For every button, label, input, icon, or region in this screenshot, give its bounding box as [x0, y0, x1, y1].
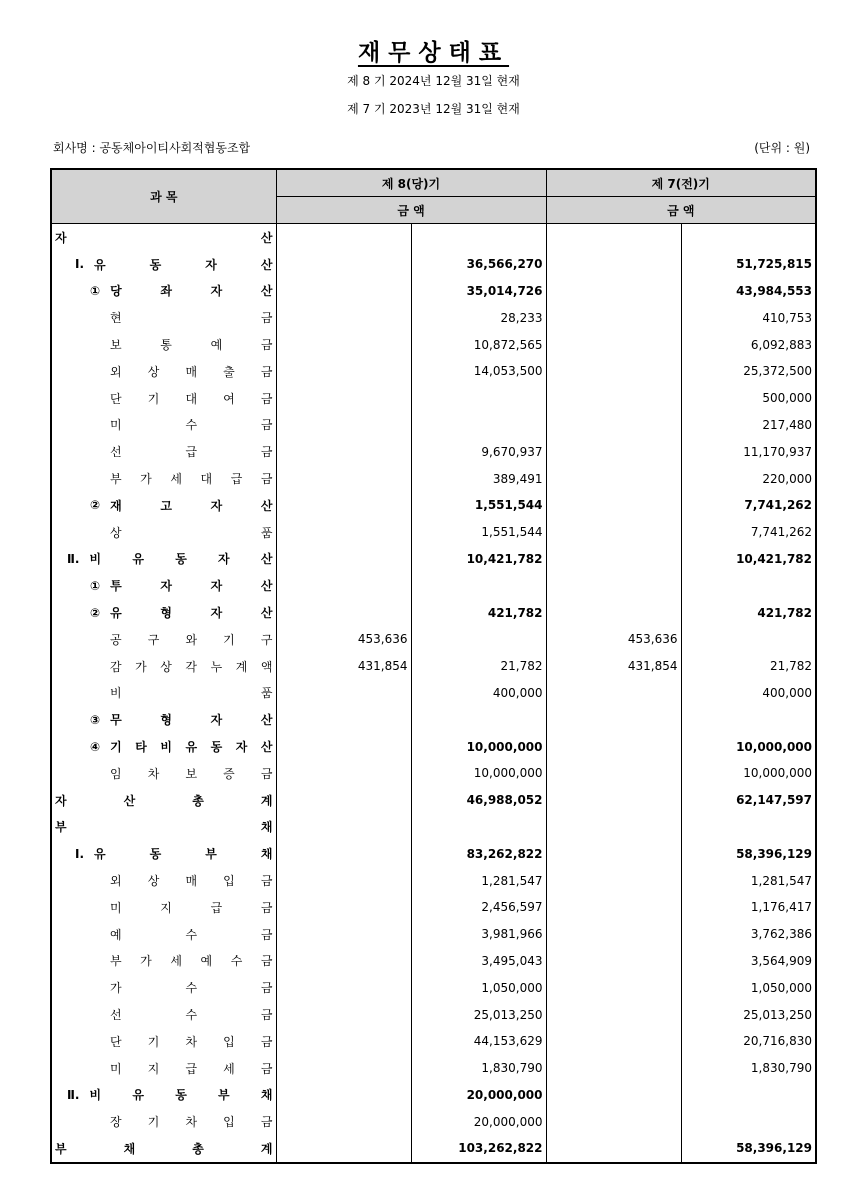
amount-cell-p1 — [546, 814, 681, 841]
amount-cell-p1 — [546, 680, 681, 707]
amount-cell-c1 — [276, 599, 411, 626]
amount-cell-c2: 3,981,966 — [411, 921, 546, 948]
amount-cell-p2: 1,176,417 — [681, 894, 816, 921]
amount-cell-p1 — [546, 438, 681, 465]
amount-cell-c2: 10,421,782 — [411, 546, 546, 573]
amount-cell-c1 — [276, 733, 411, 760]
table-row — [51, 680, 816, 707]
account-cell — [51, 974, 276, 1001]
amount-cell-c2: 46,988,052 — [411, 787, 546, 814]
account-cell — [51, 492, 276, 519]
table-row — [51, 412, 816, 439]
account-prefix: ① — [90, 283, 101, 298]
account-cell — [51, 465, 276, 492]
header-amount-prior: 금 액 — [546, 197, 816, 224]
table-row — [51, 840, 816, 867]
table-row — [51, 706, 816, 733]
account-label: 공 구 와 기 구 — [110, 632, 273, 647]
table-row — [51, 599, 816, 626]
account-cell — [51, 599, 276, 626]
amount-cell-p2: 6,092,883 — [681, 331, 816, 358]
amount-cell-p2: 51,725,815 — [681, 251, 816, 278]
table-row — [51, 814, 816, 841]
amount-cell-p1 — [546, 894, 681, 921]
amount-cell-p2: 25,013,250 — [681, 1001, 816, 1028]
table-row — [51, 894, 816, 921]
table-row — [51, 733, 816, 760]
amount-cell-c2 — [411, 412, 546, 439]
table-row — [51, 465, 816, 492]
account-cell — [51, 1082, 276, 1109]
amount-cell-p1 — [546, 546, 681, 573]
table-row — [51, 438, 816, 465]
amount-cell-p2: 7,741,262 — [681, 519, 816, 546]
amount-cell-c1 — [276, 412, 411, 439]
amount-cell-p2 — [681, 814, 816, 841]
amount-cell-c1 — [276, 358, 411, 385]
amount-cell-c1 — [276, 465, 411, 492]
header-current-period: 제 8(당)기 — [276, 169, 546, 197]
account-label: 선 수 금 — [110, 1008, 273, 1022]
table-row — [51, 948, 816, 975]
table-row — [51, 921, 816, 948]
amount-cell-p2: 62,147,597 — [681, 787, 816, 814]
amount-cell-p2: 1,050,000 — [681, 974, 816, 1001]
table-row — [51, 974, 816, 1001]
account-cell — [51, 653, 276, 680]
amount-cell-c1 — [276, 948, 411, 975]
amount-cell-c1 — [276, 840, 411, 867]
amount-cell-c1 — [276, 1082, 411, 1109]
amount-cell-c2: 10,000,000 — [411, 760, 546, 787]
account-label: 부 채 총 계 — [55, 1141, 273, 1156]
table-row — [51, 492, 816, 519]
account-label: 유 동 자 산 — [94, 257, 273, 272]
amount-cell-c2: 1,830,790 — [411, 1055, 546, 1082]
table-row — [51, 546, 816, 573]
amount-cell-p1 — [546, 1082, 681, 1109]
amount-cell-p1 — [546, 974, 681, 1001]
period-prior: 제 7 기 2023년 12월 31일 현재 — [347, 102, 520, 116]
account-cell — [51, 626, 276, 653]
table-row — [51, 331, 816, 358]
amount-cell-p1 — [546, 358, 681, 385]
amount-cell-p1: 431,854 — [546, 653, 681, 680]
amount-cell-p2 — [681, 572, 816, 599]
amount-cell-p1 — [546, 840, 681, 867]
amount-cell-c2: 20,000,000 — [411, 1082, 546, 1109]
company-name: 회사명 : 공동체아이티사회적협동조합 — [53, 141, 251, 155]
amount-cell-p2 — [681, 1082, 816, 1109]
header-account: 과 목 — [51, 169, 276, 224]
amount-cell-c2: 9,670,937 — [411, 438, 546, 465]
amount-cell-c2: 36,566,270 — [411, 251, 546, 278]
amount-cell-c1 — [276, 760, 411, 787]
amount-cell-p2: 421,782 — [681, 599, 816, 626]
amount-cell-p2: 43,984,553 — [681, 278, 816, 305]
amount-cell-c1 — [276, 706, 411, 733]
account-cell — [51, 706, 276, 733]
period-current: 제 8 기 2024년 12월 31일 현재 — [347, 74, 520, 88]
amount-cell-c2 — [411, 385, 546, 412]
account-cell — [51, 412, 276, 439]
account-label: 보 통 예 금 — [110, 338, 273, 353]
amount-cell-c1 — [276, 492, 411, 519]
amount-cell-p1 — [546, 278, 681, 305]
account-label: 유 형 자 산 — [110, 606, 273, 621]
amount-cell-c2 — [411, 224, 546, 251]
amount-cell-c2: 1,551,544 — [411, 492, 546, 519]
table-row — [51, 1001, 816, 1028]
account-prefix: ④ — [90, 739, 101, 754]
amount-cell-p2 — [681, 626, 816, 653]
amount-cell-p1 — [546, 1028, 681, 1055]
account-label: 기 타 비 유 동 자 산 — [110, 740, 273, 755]
amount-cell-c1 — [276, 331, 411, 358]
table-row — [51, 867, 816, 894]
amount-cell-p2: 1,281,547 — [681, 867, 816, 894]
amount-cell-p2: 3,762,386 — [681, 921, 816, 948]
account-cell — [51, 680, 276, 707]
table-row — [51, 1055, 816, 1082]
amount-cell-p1 — [546, 572, 681, 599]
account-label: 무 형 자 산 — [110, 713, 273, 728]
amount-cell-c2: 14,053,500 — [411, 358, 546, 385]
amount-cell-c1 — [276, 974, 411, 1001]
amount-cell-p1 — [546, 1001, 681, 1028]
amount-cell-p1 — [546, 706, 681, 733]
amount-cell-c1 — [276, 867, 411, 894]
amount-cell-p2: 1,830,790 — [681, 1055, 816, 1082]
table-row — [51, 626, 816, 653]
amount-cell-c1 — [276, 1028, 411, 1055]
account-cell — [51, 840, 276, 867]
amount-cell-c1 — [276, 1135, 411, 1163]
amount-cell-p1 — [546, 1055, 681, 1082]
account-label: 유 동 부 채 — [94, 847, 273, 862]
amount-cell-c1 — [276, 304, 411, 331]
account-prefix: Ⅱ. — [67, 551, 80, 566]
account-label: 감 가 상 각 누 계 액 — [110, 659, 273, 674]
account-cell — [51, 331, 276, 358]
account-label: 단 기 대 여 금 — [110, 391, 273, 406]
amount-cell-p2: 10,421,782 — [681, 546, 816, 573]
table-row — [51, 1028, 816, 1055]
amount-cell-p1 — [546, 1135, 681, 1163]
amount-cell-c1 — [276, 251, 411, 278]
account-cell — [51, 278, 276, 305]
amount-cell-c1 — [276, 385, 411, 412]
account-cell — [51, 814, 276, 841]
amount-cell-p2 — [681, 1108, 816, 1135]
account-label: 상 품 — [110, 525, 273, 540]
account-label: 자 산 — [55, 230, 273, 245]
amount-cell-p1 — [546, 304, 681, 331]
amount-cell-p2: 500,000 — [681, 385, 816, 412]
amount-cell-p1 — [546, 465, 681, 492]
table-body — [51, 224, 816, 1163]
amount-cell-c2: 25,013,250 — [411, 1001, 546, 1028]
amount-cell-c2 — [411, 572, 546, 599]
amount-cell-p1 — [546, 331, 681, 358]
amount-cell-c1 — [276, 894, 411, 921]
amount-cell-p1 — [546, 1108, 681, 1135]
account-label: 부 가 세 예 수 금 — [110, 954, 273, 969]
account-cell — [51, 519, 276, 546]
table-row — [51, 278, 816, 305]
amount-cell-p1 — [546, 599, 681, 626]
amount-cell-p1 — [546, 251, 681, 278]
table-row — [51, 358, 816, 385]
amount-cell-c2: 21,782 — [411, 653, 546, 680]
account-label: 미 지 급 금 — [110, 900, 273, 915]
amount-cell-p2: 10,000,000 — [681, 733, 816, 760]
amount-cell-p1 — [546, 519, 681, 546]
amount-cell-c1 — [276, 814, 411, 841]
account-cell — [51, 1108, 276, 1135]
account-cell — [51, 546, 276, 573]
table-row — [51, 572, 816, 599]
account-label: 비 유 동 부 채 — [89, 1088, 273, 1103]
account-cell — [51, 304, 276, 331]
account-label: 단 기 차 입 금 — [110, 1034, 273, 1049]
account-label: 가 수 금 — [110, 981, 273, 996]
amount-cell-c2: 1,281,547 — [411, 867, 546, 894]
account-cell — [51, 760, 276, 787]
amount-cell-p2: 20,716,830 — [681, 1028, 816, 1055]
account-label: 재 고 자 산 — [110, 498, 273, 513]
amount-cell-p1 — [546, 733, 681, 760]
amount-cell-p2: 58,396,129 — [681, 1135, 816, 1163]
amount-cell-p1: 453,636 — [546, 626, 681, 653]
account-cell — [51, 867, 276, 894]
table-row — [51, 1108, 816, 1135]
account-prefix: Ⅰ. — [75, 257, 85, 272]
amount-cell-p1 — [546, 948, 681, 975]
amount-cell-c1 — [276, 572, 411, 599]
amount-cell-c2: 2,456,597 — [411, 894, 546, 921]
amount-cell-c2: 10,000,000 — [411, 733, 546, 760]
amount-cell-p2: 410,753 — [681, 304, 816, 331]
account-cell — [51, 948, 276, 975]
amount-cell-p1 — [546, 492, 681, 519]
amount-cell-c1 — [276, 1001, 411, 1028]
amount-cell-c1 — [276, 1108, 411, 1135]
account-cell — [51, 224, 276, 251]
amount-cell-c2 — [411, 706, 546, 733]
amount-cell-p1 — [546, 385, 681, 412]
amount-cell-p2: 58,396,129 — [681, 840, 816, 867]
amount-cell-p1 — [546, 787, 681, 814]
account-label: 당 좌 자 산 — [110, 284, 273, 299]
amount-cell-p2: 7,741,262 — [681, 492, 816, 519]
account-prefix: ③ — [90, 712, 101, 727]
account-cell — [51, 787, 276, 814]
account-label: 부 가 세 대 급 금 — [110, 472, 273, 487]
amount-cell-c2: 3,495,043 — [411, 948, 546, 975]
table-row — [51, 304, 816, 331]
amount-cell-p2: 11,170,937 — [681, 438, 816, 465]
amount-cell-p2: 10,000,000 — [681, 760, 816, 787]
amount-cell-p1 — [546, 224, 681, 251]
account-label: 미 수 금 — [110, 418, 273, 433]
amount-cell-c2: 35,014,726 — [411, 278, 546, 305]
amount-cell-p2: 21,782 — [681, 653, 816, 680]
account-cell — [51, 1135, 276, 1163]
table-row — [51, 1135, 816, 1163]
amount-cell-c1 — [276, 519, 411, 546]
amount-cell-c1: 453,636 — [276, 626, 411, 653]
amount-cell-c1 — [276, 680, 411, 707]
table-row — [51, 224, 816, 251]
account-cell — [51, 572, 276, 599]
account-label: 미 지 급 세 금 — [110, 1061, 273, 1076]
table-row — [51, 760, 816, 787]
table-row — [51, 1082, 816, 1109]
amount-cell-c1 — [276, 921, 411, 948]
amount-cell-c2: 1,050,000 — [411, 974, 546, 1001]
amount-cell-p2: 220,000 — [681, 465, 816, 492]
account-label: 외 상 매 입 금 — [110, 874, 273, 889]
amount-cell-c2: 20,000,000 — [411, 1108, 546, 1135]
page-title: 재무상태표 — [357, 40, 510, 66]
account-cell — [51, 385, 276, 412]
amount-cell-c2 — [411, 814, 546, 841]
account-label: 예 수 금 — [110, 927, 273, 942]
amount-cell-c1 — [276, 787, 411, 814]
amount-cell-p2: 400,000 — [681, 680, 816, 707]
account-prefix: Ⅰ. — [75, 846, 85, 861]
account-cell — [51, 1001, 276, 1028]
account-cell — [51, 1055, 276, 1082]
amount-cell-p1 — [546, 760, 681, 787]
account-label: 임 차 보 증 금 — [110, 766, 273, 781]
amount-cell-p2: 217,480 — [681, 412, 816, 439]
table-row — [51, 653, 816, 680]
header-prior-period: 제 7(전)기 — [546, 169, 816, 197]
amount-cell-c1 — [276, 546, 411, 573]
account-label: 장 기 차 입 금 — [110, 1115, 273, 1130]
account-label: 비 유 동 자 산 — [89, 552, 273, 567]
table-row — [51, 519, 816, 546]
account-cell — [51, 358, 276, 385]
table-row — [51, 385, 816, 412]
account-cell — [51, 438, 276, 465]
amount-cell-c2: 10,872,565 — [411, 331, 546, 358]
table-row — [51, 251, 816, 278]
amount-cell-c2: 421,782 — [411, 599, 546, 626]
amount-cell-c2: 44,153,629 — [411, 1028, 546, 1055]
amount-cell-c2 — [411, 626, 546, 653]
account-cell — [51, 921, 276, 948]
account-label: 자 산 총 계 — [55, 793, 273, 808]
table-row — [51, 787, 816, 814]
header-amount-current: 금 액 — [276, 197, 546, 224]
amount-cell-p2: 3,564,909 — [681, 948, 816, 975]
account-label: 선 급 금 — [110, 445, 273, 460]
amount-cell-p1 — [546, 412, 681, 439]
amount-cell-c2: 103,262,822 — [411, 1135, 546, 1163]
amount-cell-p2 — [681, 224, 816, 251]
account-prefix: ② — [90, 605, 101, 620]
account-prefix: ② — [90, 498, 101, 513]
amount-cell-c2: 83,262,822 — [411, 840, 546, 867]
amount-cell-c1 — [276, 278, 411, 305]
account-label: 부 채 — [55, 820, 273, 835]
amount-cell-p2: 25,372,500 — [681, 358, 816, 385]
amount-cell-c1: 431,854 — [276, 653, 411, 680]
amount-cell-c2: 1,551,544 — [411, 519, 546, 546]
unit-label: (단위 : 원) — [754, 141, 810, 155]
amount-cell-c1 — [276, 438, 411, 465]
account-cell — [51, 1028, 276, 1055]
account-cell — [51, 894, 276, 921]
account-label: 현 금 — [110, 311, 273, 326]
amount-cell-p2 — [681, 706, 816, 733]
account-cell — [51, 733, 276, 760]
balance-sheet-table — [50, 168, 817, 1164]
amount-cell-p1 — [546, 921, 681, 948]
account-prefix: Ⅱ. — [67, 1087, 80, 1102]
amount-cell-c2: 389,491 — [411, 465, 546, 492]
account-label: 투 자 자 산 — [110, 579, 273, 594]
amount-cell-p1 — [546, 867, 681, 894]
account-label: 외 상 매 출 금 — [110, 364, 273, 379]
amount-cell-c2: 28,233 — [411, 304, 546, 331]
account-label: 비 품 — [110, 686, 273, 701]
amount-cell-c2: 400,000 — [411, 680, 546, 707]
account-prefix: ① — [90, 578, 101, 593]
amount-cell-c1 — [276, 224, 411, 251]
account-cell — [51, 251, 276, 278]
amount-cell-c1 — [276, 1055, 411, 1082]
